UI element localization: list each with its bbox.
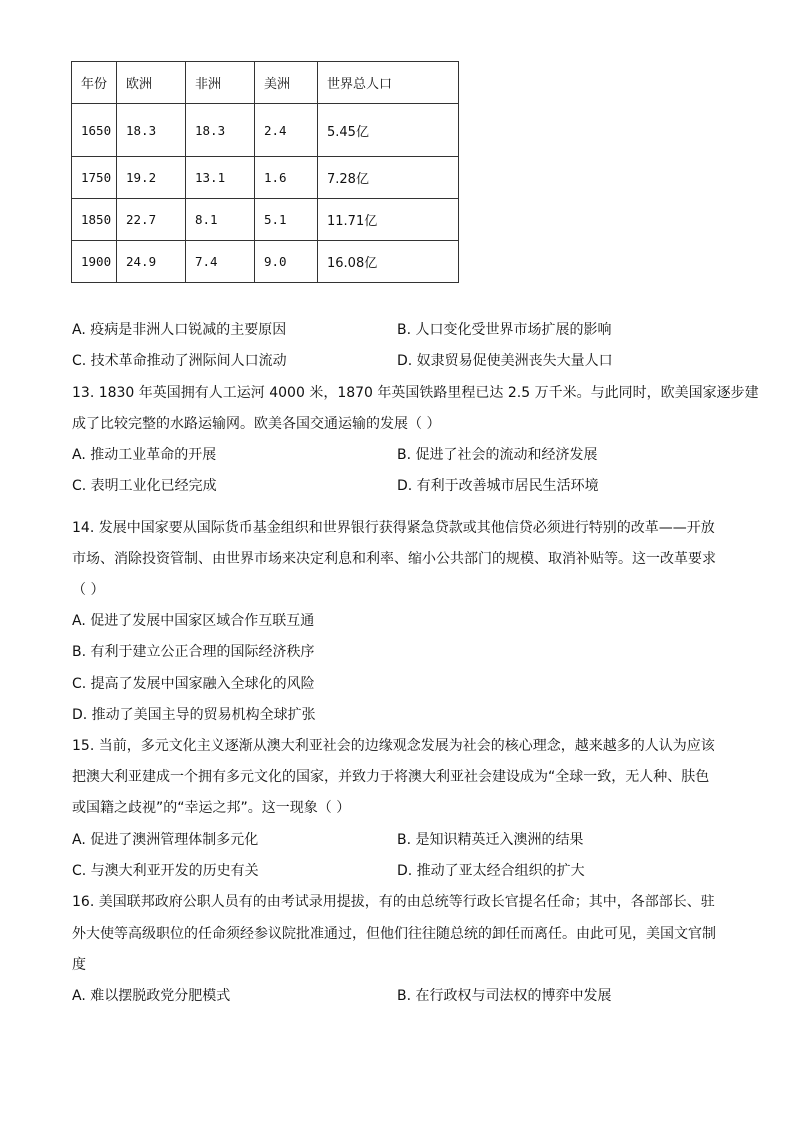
q15-option-b: B. 是知识精英迁入澳洲的结果 <box>397 832 584 848</box>
q16-stem-line-3: 度 <box>72 957 86 973</box>
table-cell: 5.1 <box>255 199 318 241</box>
q15-stem-line-2: 把澳大利亚建成一个拥有多元文化的国家，并致力于将澳大利亚社会建设成为“全球一致，无人种、肤色 <box>72 769 710 785</box>
q13-stem-line-2: 成了比较完整的水路运输网。欧美各国交通运输的发展（ ） <box>72 416 441 432</box>
table-cell: 1850 <box>72 199 117 241</box>
q14-option-c: C. 提高了发展中国家融入全球化的风险 <box>72 676 315 692</box>
q13-option-c: C. 表明工业化已经完成 <box>72 478 217 494</box>
q13-option-d: D. 有利于改善城市居民生活环境 <box>397 478 599 494</box>
table-cell: 8.1 <box>186 199 255 241</box>
table-cell: 5.45亿 <box>318 104 459 157</box>
q14-option-a: A. 促进了发展中国家区域合作互联互通 <box>72 613 315 629</box>
table-cell: 18.3 <box>117 104 186 157</box>
q16-option-a: A. 难以摆脱政党分肥模式 <box>72 988 231 1004</box>
q16-stem-line-1: 16. 美国联邦政府公职人员有的由考试录用提拔，有的由总统等行政长官提名任命；其中，各部部长、驻 <box>72 894 715 910</box>
table-cell: 1900 <box>72 241 117 283</box>
table-cell: 13.1 <box>186 157 255 199</box>
table-header-cell: 非洲 <box>186 62 255 104</box>
q14-stem-line-1: 14. 发展中国家要从国际货币基金组织和世界银行获得紧急贷款或其他信贷必须进行特别的改革——开放 <box>72 520 715 536</box>
table-cell: 16.08亿 <box>318 241 459 283</box>
table-cell: 1.6 <box>255 157 318 199</box>
q15-option-d: D. 推动了亚太经合组织的扩大 <box>397 863 585 879</box>
q13-option-b: B. 促进了社会的流动和经济发展 <box>397 447 598 463</box>
table-cell: 1650 <box>72 104 117 157</box>
q12-option-a: A. 疫病是非洲人口锐减的主要原因 <box>72 322 287 338</box>
table-header-cell: 年份 <box>72 62 117 104</box>
table-cell: 18.3 <box>186 104 255 157</box>
table-cell: 24.9 <box>117 241 186 283</box>
table-cell: 7.28亿 <box>318 157 459 199</box>
table-header-row <box>72 62 459 104</box>
q15-stem-line-1: 15. 当前，多元文化主义逐渐从澳大利亚社会的边缘观念发展为社会的核心理念，越来越多的人认为应该 <box>72 738 715 754</box>
q13-option-a: A. 推动工业革命的开展 <box>72 447 217 463</box>
table-row <box>72 104 459 157</box>
q14-option-b: B. 有利于建立公正合理的国际经济秩序 <box>72 644 315 660</box>
population-table <box>71 61 459 283</box>
table-header-cell: 美洲 <box>255 62 318 104</box>
table-header-cell: 世界总人口 <box>318 62 459 104</box>
table-header-cell: 欧洲 <box>117 62 186 104</box>
table-cell: 2.4 <box>255 104 318 157</box>
q14-option-d: D. 推动了美国主导的贸易机构全球扩张 <box>72 707 316 723</box>
q16-option-b: B. 在行政权与司法权的博弈中发展 <box>397 988 612 1004</box>
table-row <box>72 199 459 241</box>
table-row <box>72 241 459 283</box>
table-row <box>72 157 459 199</box>
q16-stem-line-2: 外大使等高级职位的任命须经参议院批准通过，但他们往往随总统的卸任而离任。由此可见，美国文官制 <box>72 926 716 942</box>
q12-option-d: D. 奴隶贸易促使美洲丧失大量人口 <box>397 353 613 369</box>
table-cell: 22.7 <box>117 199 186 241</box>
q15-option-a: A. 促进了澳洲管理体制多元化 <box>72 832 259 848</box>
table-cell: 1750 <box>72 157 117 199</box>
table-cell: 19.2 <box>117 157 186 199</box>
q14-stem-line-2: 市场、消除投资管制、由世界市场来决定利息和利率、缩小公共部门的规模、取消补贴等。这一改革要求 <box>72 551 716 567</box>
q14-stem-line-3: （ ） <box>72 582 105 598</box>
table-cell: 7.4 <box>186 241 255 283</box>
q12-option-b: B. 人口变化受世界市场扩展的影响 <box>397 322 612 338</box>
table-cell: 9.0 <box>255 241 318 283</box>
table-cell: 11.71亿 <box>318 199 459 241</box>
q13-stem-line-1: 13. 1830 年英国拥有人工运河 4000 米，1870 年英国铁路里程已达 2.5 万千米。与此同时，欧美国家逐步建 <box>72 385 759 401</box>
q15-option-c: C. 与澳大利亚开发的历史有关 <box>72 863 259 879</box>
q12-option-c: C. 技术革命推动了洲际间人口流动 <box>72 353 287 369</box>
q15-stem-line-3: 或国籍之歧视”的“幸运之邦”。这一现象（ ） <box>72 800 351 816</box>
